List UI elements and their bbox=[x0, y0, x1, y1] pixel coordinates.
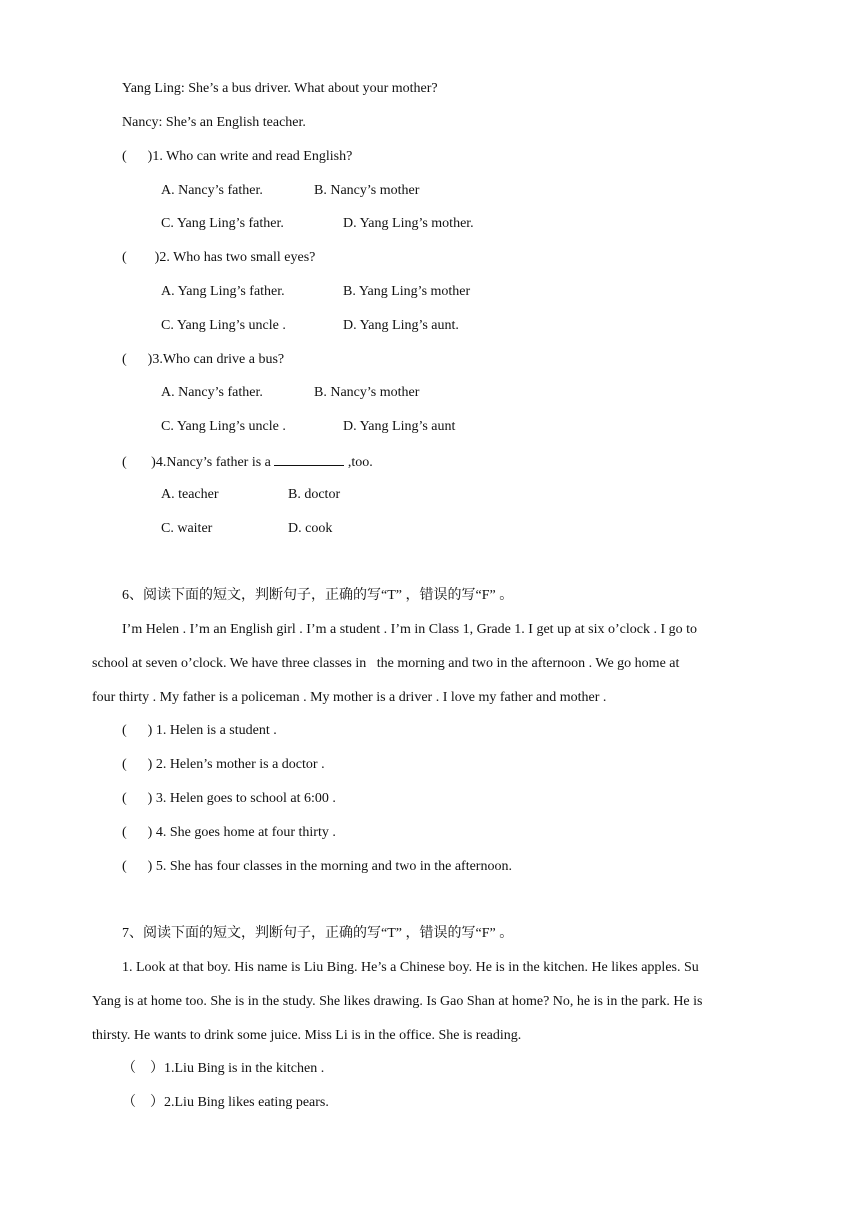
section-6-passage-line-1: I’m Helen . I’m an English girl . I’m a student . I’m in Class 1, Grade 1. I get up at six o’clock . I go to bbox=[122, 622, 698, 637]
option-3c: C. Yang Ling’s uncle . bbox=[161, 419, 286, 434]
option-2b: B. Yang Ling’s mother bbox=[343, 284, 471, 299]
option-4c: C. waiter bbox=[161, 521, 213, 536]
option-1c: C. Yang Ling’s father. bbox=[161, 216, 284, 231]
question-text: 3.Who can drive a bus? bbox=[152, 352, 285, 367]
option-1a: A. Nancy’s father. bbox=[161, 183, 263, 198]
section-7-passage-line-2: Yang is at home too. She is in the study. She likes drawing. Is Gao Shan at home? No, he is in the park. He is bbox=[92, 994, 703, 1009]
question-text-after: ,too. bbox=[344, 455, 373, 470]
section-7-item-2: （ ）2.Liu Bing likes eating pears. bbox=[122, 1095, 329, 1110]
option-1d: D. Yang Ling’s mother. bbox=[343, 216, 474, 231]
section-6-passage-line-2: school at seven o’clock. We have three classes in the morning and two in the afternoon . We go home at bbox=[92, 656, 680, 671]
section-6-item-3: ( ) 3. Helen goes to school at 6:00 . bbox=[122, 791, 336, 806]
section-6-heading: 6、阅读下面的短文，判断句子，正确的写“T” ，错误的写“F” 。 bbox=[122, 588, 514, 603]
option-2d: D. Yang Ling’s aunt. bbox=[343, 318, 459, 333]
section-6-item-1: ( ) 1. Helen is a student . bbox=[122, 723, 277, 738]
section-7-heading: 7、阅读下面的短文，判断句子，正确的写“T” ，错误的写“F” 。 bbox=[122, 926, 514, 941]
option-1b: B. Nancy’s mother bbox=[314, 183, 420, 198]
question-4 bbox=[122, 451, 373, 473]
question-3 bbox=[122, 350, 284, 370]
option-4d: D. cook bbox=[288, 521, 333, 536]
answer-paren: ( ) bbox=[122, 455, 156, 470]
question-text: 2. Who has two small eyes? bbox=[159, 250, 316, 265]
question-text: 1. Who can write and read English? bbox=[152, 149, 353, 164]
option-3d: D. Yang Ling’s aunt bbox=[343, 419, 456, 434]
answer-paren: ( ) bbox=[122, 149, 153, 164]
section-6-item-2: ( ) 2. Helen’s mother is a doctor . bbox=[122, 757, 325, 772]
question-text-before: 4.Nancy’s father is a bbox=[155, 455, 275, 470]
option-3b: B. Nancy’s mother bbox=[314, 385, 420, 400]
fill-in-blank[interactable] bbox=[274, 451, 344, 466]
answer-paren: ( ) bbox=[122, 250, 160, 265]
answer-paren: ( ) bbox=[122, 352, 153, 367]
section-7-passage-line-3: thirsty. He wants to drink some juice. Miss Li is in the office. She is reading. bbox=[92, 1028, 522, 1043]
option-4a: A. teacher bbox=[161, 487, 219, 502]
section-7-item-1: （ ）1.Liu Bing is in the kitchen . bbox=[122, 1061, 325, 1076]
dialogue-line-2: Nancy: She’s an English teacher. bbox=[122, 115, 306, 130]
section-7-passage-line-1: 1. Look at that boy. His name is Liu Bing. He’s a Chinese boy. He is in the kitchen. He likes apples. Su bbox=[122, 960, 699, 975]
section-6-item-4: ( ) 4. She goes home at four thirty . bbox=[122, 825, 336, 840]
dialogue-line-1: Yang Ling: She’s a bus driver. What about your mother? bbox=[122, 81, 438, 96]
section-6-passage-line-3: four thirty . My father is a policeman . My mother is a driver . I love my father and mother . bbox=[92, 690, 607, 705]
option-2a: A. Yang Ling’s father. bbox=[161, 284, 285, 299]
option-3a: A. Nancy’s father. bbox=[161, 385, 263, 400]
option-4b: B. doctor bbox=[288, 487, 341, 502]
question-1 bbox=[122, 147, 352, 167]
option-2c: C. Yang Ling’s uncle . bbox=[161, 318, 286, 333]
section-6-item-5: ( ) 5. She has four classes in the morning and two in the afternoon. bbox=[122, 859, 512, 874]
question-2 bbox=[122, 248, 315, 268]
